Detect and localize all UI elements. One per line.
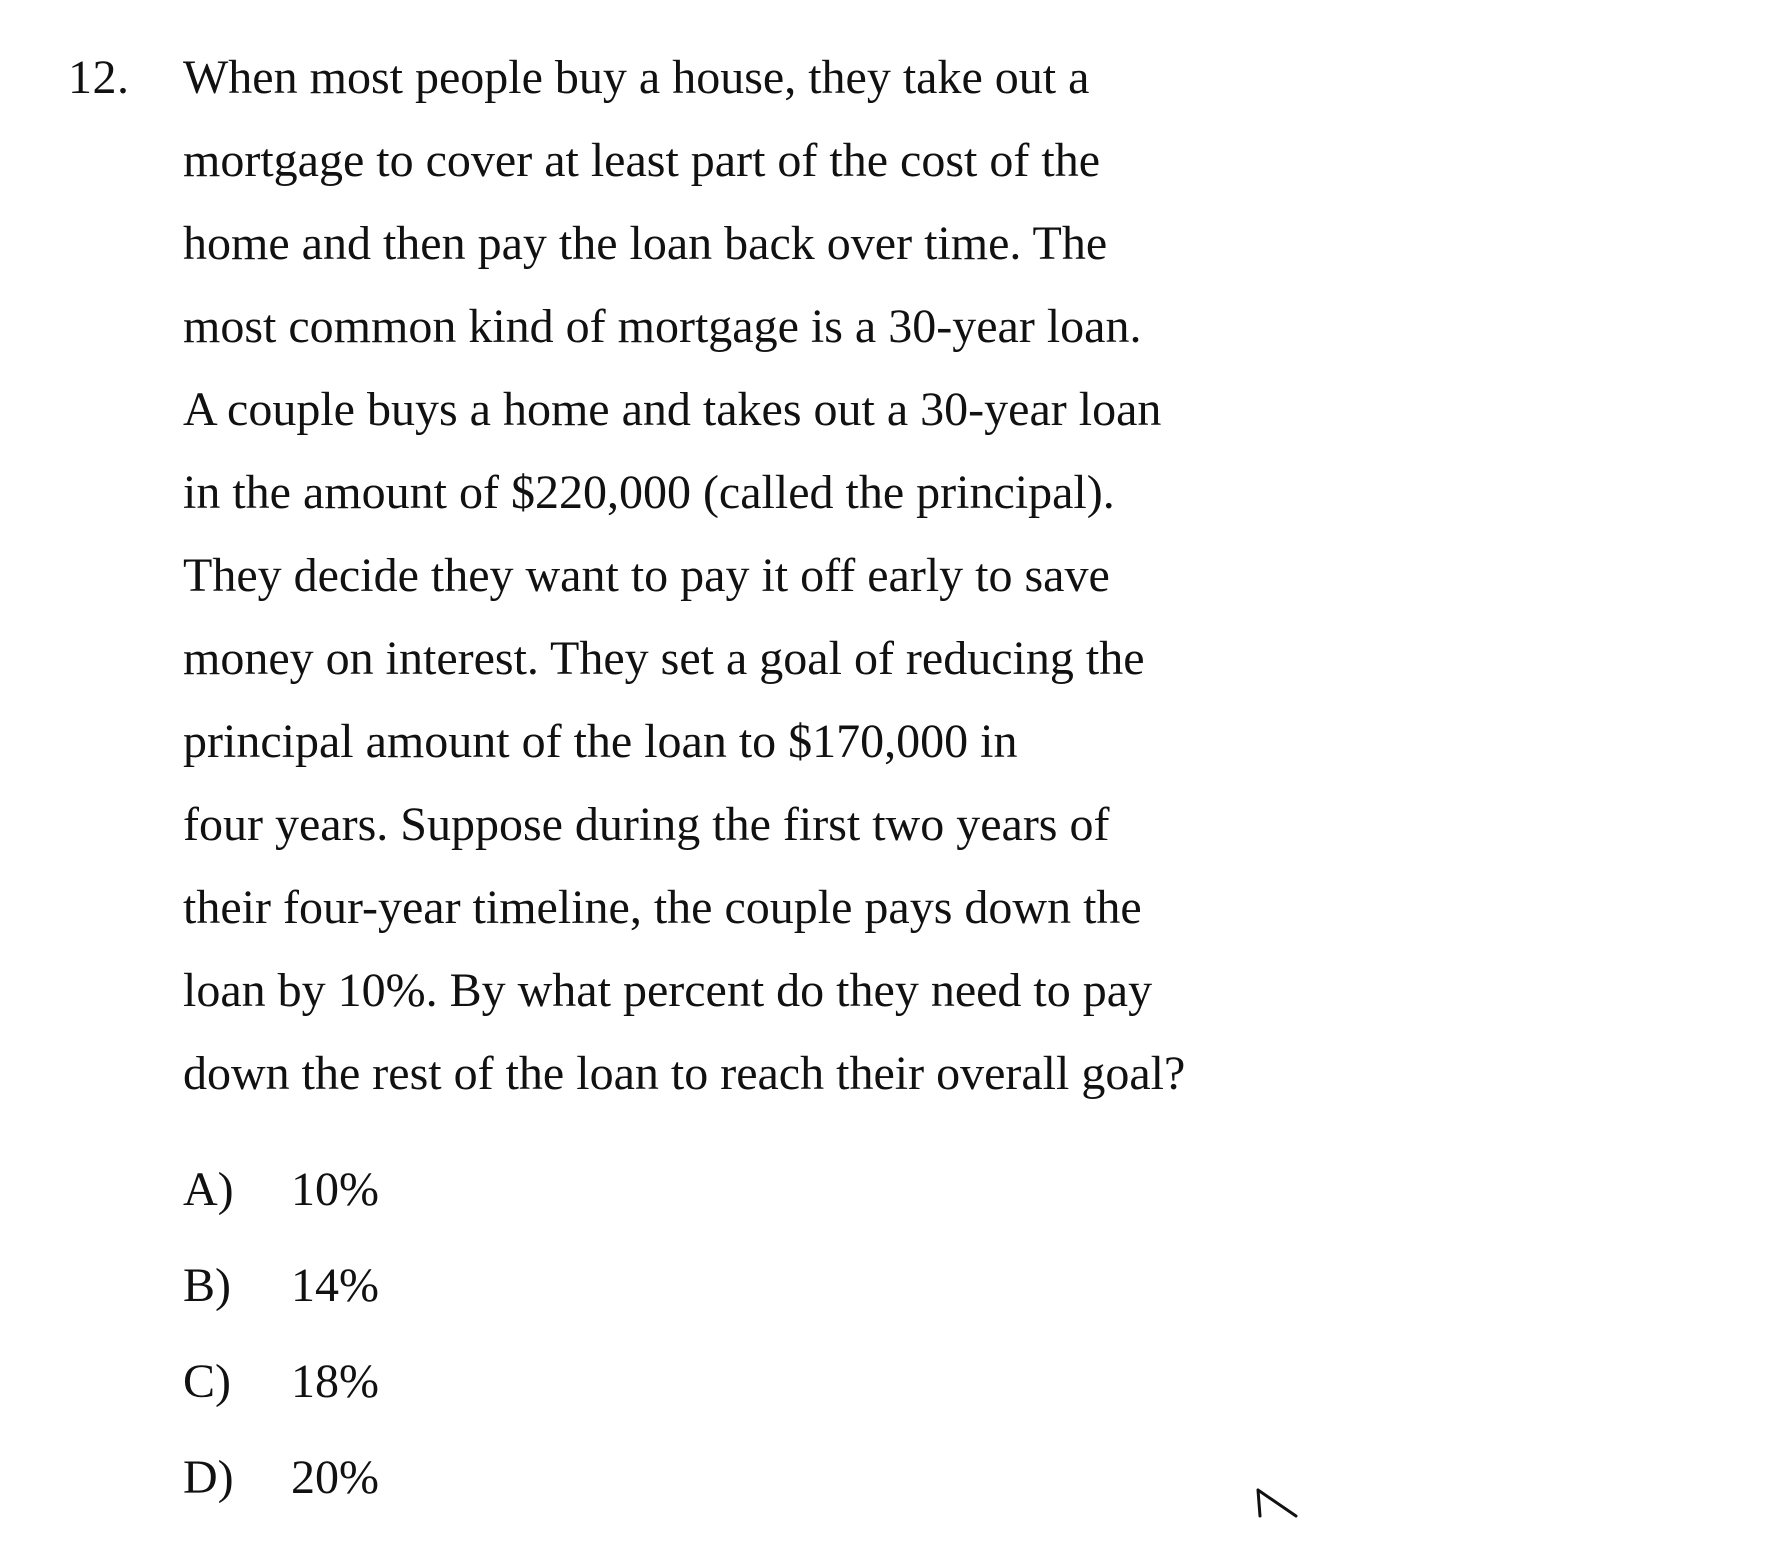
question-line: home and then pay the loan back over time. The bbox=[183, 217, 1108, 270]
choice-letter: C) bbox=[183, 1355, 231, 1408]
question-line: money on interest. They set a goal of reducing the bbox=[183, 632, 1145, 685]
choice-a[interactable] bbox=[183, 1163, 379, 1262]
choice-value: 18% bbox=[291, 1355, 379, 1408]
question-line: mortgage to cover at least part of the cost of the bbox=[183, 134, 1100, 187]
question-line: down the rest of the loan to reach their overall goal? bbox=[183, 1047, 1186, 1100]
choice-value: 20% bbox=[291, 1451, 379, 1504]
question-line: A couple buys a home and takes out a 30-year loan bbox=[183, 383, 1162, 436]
question-line: four years. Suppose during the first two years of bbox=[183, 798, 1110, 851]
choice-c[interactable] bbox=[183, 1355, 379, 1454]
choice-d[interactable] bbox=[183, 1451, 379, 1550]
question-text bbox=[183, 51, 1383, 1133]
choice-value: 10% bbox=[291, 1163, 379, 1216]
question-line: When most people buy a house, they take out a bbox=[183, 51, 1090, 104]
question-line: in the amount of $220,000 (called the principal). bbox=[183, 466, 1115, 519]
question-line: most common kind of mortgage is a 30-year loan. bbox=[183, 300, 1142, 353]
answer-choices bbox=[183, 1163, 379, 1550]
question-line: loan by 10%. By what percent do they need to pay bbox=[183, 964, 1153, 1017]
choice-letter: D) bbox=[183, 1451, 234, 1504]
question-line: They decide they want to pay it off early to save bbox=[183, 549, 1110, 602]
choice-letter: B) bbox=[183, 1259, 231, 1312]
choice-letter: A) bbox=[183, 1163, 234, 1216]
question-line: their four-year timeline, the couple pays down the bbox=[183, 881, 1142, 934]
choice-value: 14% bbox=[291, 1259, 379, 1312]
question-number: 12. bbox=[68, 51, 130, 104]
question-line: principal amount of the loan to $170,000 in bbox=[183, 715, 1018, 768]
choice-b[interactable] bbox=[183, 1259, 379, 1358]
